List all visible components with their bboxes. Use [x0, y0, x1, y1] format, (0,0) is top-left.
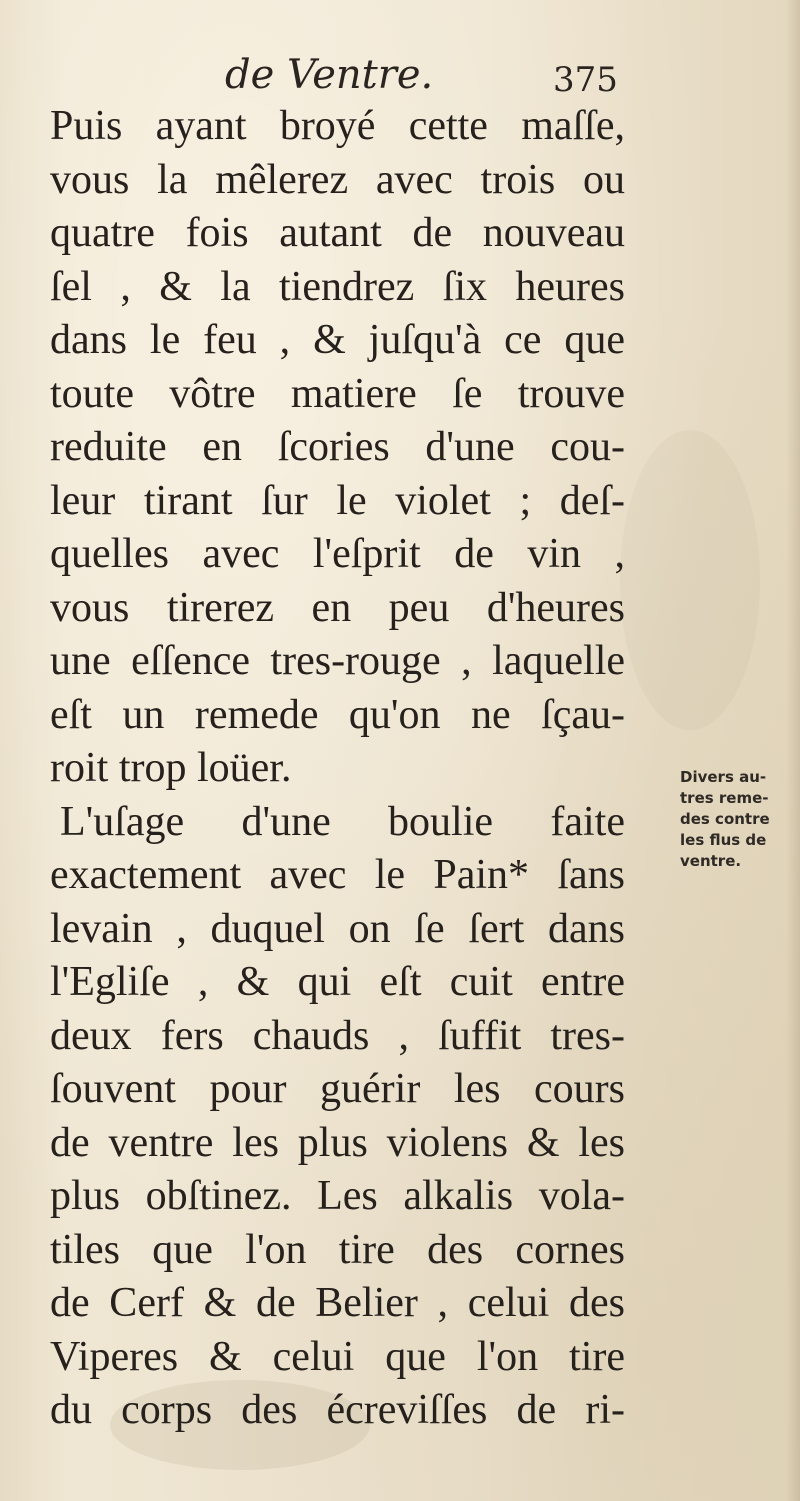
page-number: 375 [553, 60, 618, 100]
running-title: de Ventre. [225, 52, 434, 98]
margin-note-line: les flus de [680, 831, 767, 849]
text-line: tiles que l'on tire des cornes [50, 1226, 625, 1273]
text-line: quatre fois autant de nouveau [50, 210, 625, 256]
text-line: de ventre les plus violens & les [50, 1119, 625, 1166]
margin-note [680, 767, 798, 872]
text-line: dans le feu , & juſqu'à ce que [50, 317, 625, 363]
page-edge-shadow [786, 0, 800, 1501]
text-line: eſt un remede qu'on ne ſçau- [50, 691, 625, 738]
paragraph-start-line: L'uſage d'une boulie faite [60, 798, 625, 845]
text-line: toute vôtre matiere ſe trouve [50, 370, 625, 417]
text-line: quelles avec l'eſprit de vin , [50, 531, 625, 577]
main-text-block [50, 100, 625, 1438]
text-line: plus obſtinez. Les alkalis vola- [50, 1173, 625, 1219]
text-line: de Cerf & de Belier , celui des [50, 1280, 625, 1326]
margin-note-line: ventre. [680, 852, 742, 870]
text-line: exactement avec le Pain* ſans [50, 852, 625, 898]
margin-note-line: des contre [680, 810, 770, 828]
margin-note-line: Divers au- [680, 768, 767, 786]
text-line: ſouvent pour guérir les cours [50, 1066, 625, 1112]
text-line: ſel , & la tiendrez ſix heures [50, 263, 625, 310]
text-line: deux fers chauds , ſuffit tres- [50, 1012, 625, 1059]
text-line: vous la mêlerez avec trois ou [50, 156, 625, 203]
text-line: vous tirerez en peu d'heures [50, 584, 625, 631]
text-line: l'Egliſe , & qui eſt cuit entre [50, 959, 625, 1005]
text-line: leur tirant ſur le violet ; deſ- [50, 477, 625, 524]
paper-stain [620, 430, 760, 730]
text-line: Viperes & celui que l'on tire [50, 1333, 625, 1380]
text-line: levain , duquel on ſe ſert dans [50, 905, 625, 952]
margin-note-line: tres reme- [680, 789, 769, 807]
text-line: Puis ayant broyé cette maſſe, [50, 103, 625, 149]
text-line: une eſſence tres-rouge , laquelle [50, 638, 625, 684]
text-line: reduite en ſcories d'une cou- [50, 424, 625, 470]
paragraph-end-line: roit trop loüer. [50, 745, 292, 791]
text-line: du corps des écreviſſes de ri- [50, 1387, 625, 1433]
